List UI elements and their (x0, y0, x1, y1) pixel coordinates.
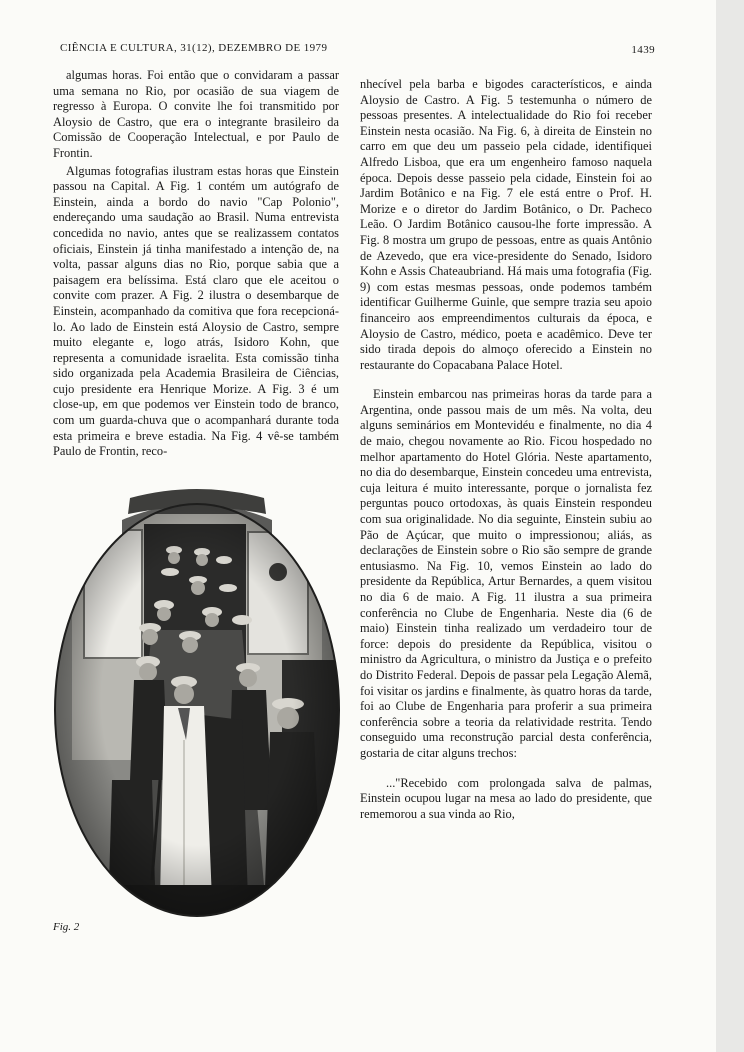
right-column (360, 77, 652, 822)
photo-einstein-disembarking (52, 480, 342, 920)
fig-2-photograph (52, 480, 342, 920)
journal-title: CIÊNCIA E CULTURA, 31(12), DEZEMBRO DE 1979 (60, 42, 328, 54)
paragraph: Einstein embarcou nas primeiras horas da tarde para a Argentina, onde passou mais de um mês. Na volta, deu alguns seminários em Montevidéu e finalmente, no dia 4 de maio, chegou novamente ao Rio. Ficou hospedado no melhor apartamento do Hotel Glória. Neste apartamento, no dia do desembarque, Einstein concedeu uma entrevista, cuja leitura é muito interessante, porque o jornalista fez perguntas pouco ortodoxas, às quais Einstein respondeu com sua originalidade. No dia seguinte, Einstein subiu ao Pão de Açúcar, que muito o impressionou; aliás, as declarações de Einstein sobre o Rio são sempre de grande entusiasmo. Na Fig. 10, vemos Einstein ao lado do presidente da República, Artur Bernardes, a quem visitou no dia 6 de maio. A Fig. 11 ilustra a sua primeira conferência no Clube de Engenharia. Neste dia (6 de maio) Einstein tinha realizado um verdadeiro tour de force: depois do presidente da República, visitou o ministro da Agricultura, o ministro da Justiça e o prefeito do Distrito Federal. Depois de passar pela Legação Alemã, foi visitar os jardins e finalmente, às quatro horas da tarde, foi ao Clube de Engenharia para proferir a sua primeira conferência sobre a teoria da relatividade restrita. Tendo conseguido uma reconstrução parcial desta conferência, gostaria de citar alguns trechos: (360, 387, 652, 760)
quote-paragraph: ..."Recebido com prolongada salva de palmas, Einstein ocupou lugar na mesa ao lado do presidente, que rememorou a sua vinda ao Rio, (360, 775, 652, 821)
page-number: 1439 (631, 44, 655, 56)
paragraph: nhecível pela barba e bigodes característicos, e ainda Aloysio de Castro. A Fig. 5 testemunha o número de pessoas presentes. A intelectualidade do Rio foi receber Einstein nesta ocasião. Na Fig. 6, à direita de Einstein no carro em que deu um passeio pela cidade, identifiquei Alfredo Lisboa, que era um engenheiro famoso naquela época. Depois desse passeio pela cidade, Einstein foi ao Jardim Botânico e na Fig. 7 ele está entre o Prof. H. Morize e o diretor do Jardim Botânico, o Dr. Pacheco Leão. O Jardim Botânico causou-lhe forte impressão. A Fig. 8 mostra um grupo de pessoas, entre as quais Antônio de Azevedo, que era vice-presidente do Senado, Isidoro Kohn e Assis Chateaubriand. Há mais uma fotografia (Fig. 9) com estas mesmas pessoas, onde podemos também identificar Guilherme Guinle, que sempre trazia seu apoio financeiro aos empreendimentos culturais da época, e Aloysio de Castro, médico, poeta e acadêmico. Deve ter sido tirada depois do almoço oferecido a Einstein no restaurante do Copacabana Palace Hotel. (360, 77, 652, 372)
left-column (53, 68, 339, 460)
paragraph: Algumas fotografias ilustram estas horas que Einstein passou na Capital. A Fig. 1 contém um autógrafo de Einstein, ainda a bordo do navio "Cap Polonio", endereçando uma saudação ao Brasil. Numa entrevista concedida no navio, antes que se realizassem contatos oficiais, Einstein já tinha manifestado a intenção de, na volta, passar alguns dias no Rio, porque sabia que a paisagem era belíssima. Está claro que ele aceitou o convite com prazer. A Fig. 2 ilustra o desembarque de Einstein, acompanhado da comitiva que fora recepcioná-lo. Ao lado de Einstein está Aloysio de Castro, sempre muito elegante e, logo atrás, Isidoro Kohn, que representa a comunidade israelita. Esta comissão tinha sido organizada pela Academia Brasileira de Ciências, cujo presidente era Henrique Morize. A Fig. 3 é um close-up, em que podemos ver Einstein todo de branco, com um guarda-chuva que o acompanhará durante toda esta primeira e breve estadia. Na Fig. 4 vê-se também Paulo de Frontin, reco- (53, 163, 339, 459)
paragraph: algumas horas. Foi então que o convidaram a passar uma semana no Rio, por ocasião de sua viagem de regresso à Europa. O convite lhe foi transmitido por Aloysio de Castro, que era o integrante brasileiro da Comissão de Cooperação Intelectual, e por Paulo de Frontin. (53, 68, 339, 160)
figure-caption: Fig. 2 (53, 921, 80, 933)
